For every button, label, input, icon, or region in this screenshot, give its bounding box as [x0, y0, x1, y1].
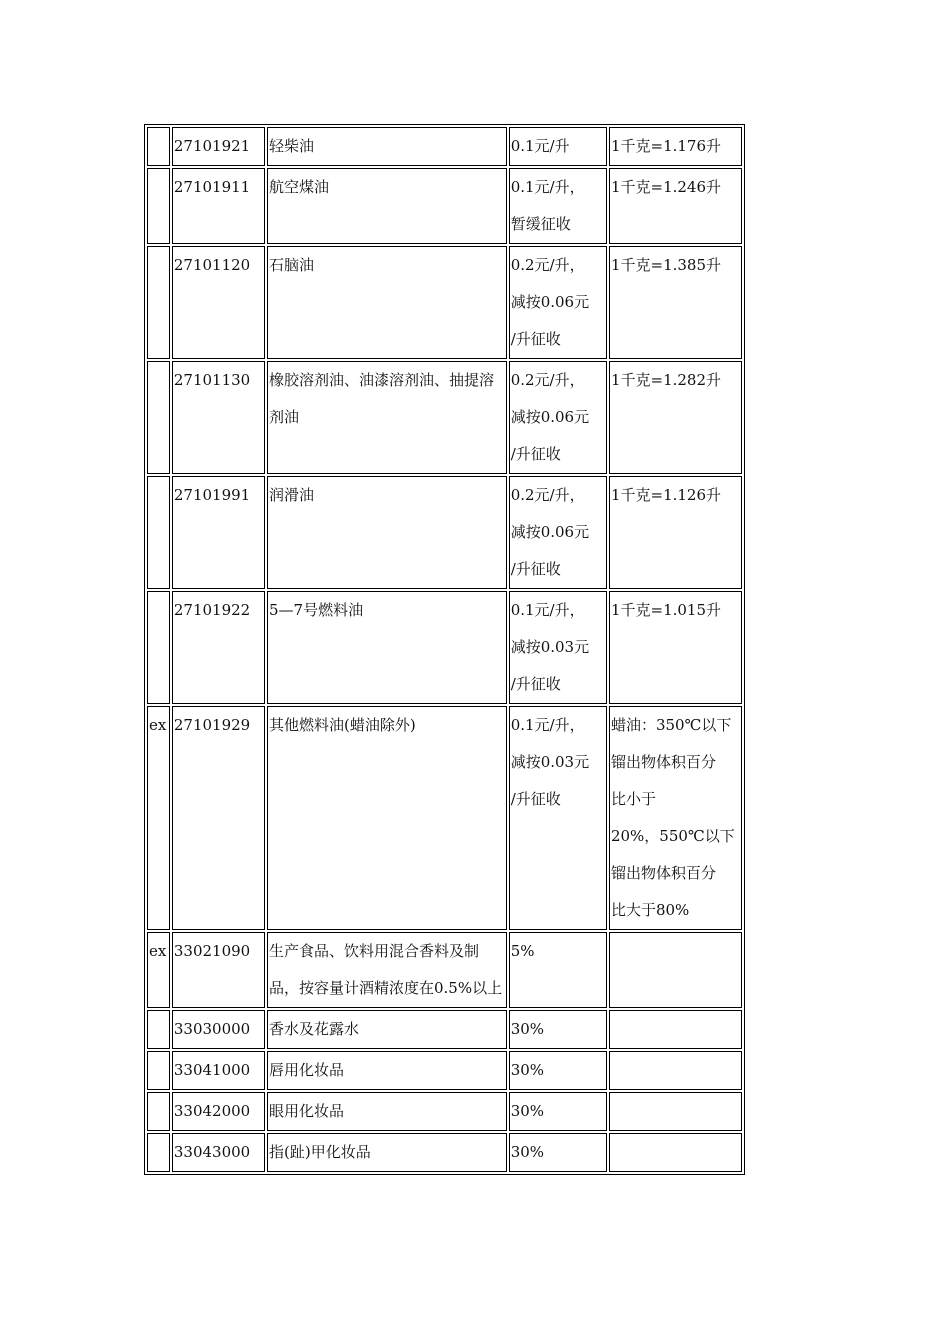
code-cell: 27101991 [172, 476, 265, 589]
name-cell: 其他燃料油(蜡油除外) [267, 706, 507, 930]
note-cell [609, 1010, 742, 1049]
rate-cell: 0.1元/升， 减按0.03元 /升征收 [509, 706, 607, 930]
code-cell: 33041000 [172, 1051, 265, 1090]
table-row [147, 1010, 742, 1049]
name-cell: 轻柴油 [267, 127, 507, 166]
note-cell: 1千克=1.282升 [609, 361, 742, 474]
name-cell: 5—7号燃料油 [267, 591, 507, 704]
table-row [147, 246, 742, 359]
prefix-cell [147, 127, 170, 166]
note-cell: 1千克=1.015升 [609, 591, 742, 704]
note-cell [609, 1092, 742, 1131]
prefix-cell [147, 1133, 170, 1172]
code-cell: 27101911 [172, 168, 265, 244]
prefix-cell: ex [147, 932, 170, 1008]
rate-cell: 0.2元/升， 减按0.06元 /升征收 [509, 361, 607, 474]
table-row [147, 361, 742, 474]
code-cell: 27101120 [172, 246, 265, 359]
rate-cell: 30% [509, 1133, 607, 1172]
prefix-cell [147, 591, 170, 704]
prefix-cell [147, 1092, 170, 1131]
table-row [147, 1051, 742, 1090]
code-cell: 27101929 [172, 706, 265, 930]
rate-cell: 30% [509, 1010, 607, 1049]
rate-cell: 0.1元/升， 暂缓征收 [509, 168, 607, 244]
name-cell: 石脑油 [267, 246, 507, 359]
code-cell: 33043000 [172, 1133, 265, 1172]
code-cell: 27101921 [172, 127, 265, 166]
note-cell: 1千克=1.246升 [609, 168, 742, 244]
note-cell: 1千克=1.126升 [609, 476, 742, 589]
name-cell: 橡胶溶剂油、油漆溶剂油、抽提溶剂油 [267, 361, 507, 474]
rate-cell: 30% [509, 1092, 607, 1131]
rate-cell: 5% [509, 932, 607, 1008]
table-row [147, 1133, 742, 1172]
code-cell: 27101922 [172, 591, 265, 704]
table-row [147, 932, 742, 1008]
code-cell: 33030000 [172, 1010, 265, 1049]
prefix-cell [147, 361, 170, 474]
table-row [147, 706, 742, 930]
table-row [147, 591, 742, 704]
rate-cell: 0.2元/升， 减按0.06元 /升征收 [509, 246, 607, 359]
rate-cell: 0.1元/升 [509, 127, 607, 166]
note-cell: 1千克=1.176升 [609, 127, 742, 166]
name-cell: 指(趾)甲化妆品 [267, 1133, 507, 1172]
rate-cell: 0.1元/升， 减按0.03元 /升征收 [509, 591, 607, 704]
prefix-cell [147, 1051, 170, 1090]
note-cell: 蜡油：350℃以下 镏出物体积百分 比小于 20%，550℃以下 镏出物体积百分 比大于80% [609, 706, 742, 930]
name-cell: 润滑油 [267, 476, 507, 589]
table-row [147, 127, 742, 166]
table-row [147, 168, 742, 244]
code-cell: 33042000 [172, 1092, 265, 1131]
tariff-table [144, 124, 745, 1175]
name-cell: 香水及花露水 [267, 1010, 507, 1049]
prefix-cell [147, 1010, 170, 1049]
code-cell: 27101130 [172, 361, 265, 474]
name-cell: 眼用化妆品 [267, 1092, 507, 1131]
note-cell [609, 1133, 742, 1172]
prefix-cell [147, 246, 170, 359]
code-cell: 33021090 [172, 932, 265, 1008]
note-cell [609, 1051, 742, 1090]
name-cell: 航空煤油 [267, 168, 507, 244]
name-cell: 生产食品、饮料用混合香料及制品，按容量计酒精浓度在0.5%以上 [267, 932, 507, 1008]
table-row [147, 476, 742, 589]
note-cell: 1千克=1.385升 [609, 246, 742, 359]
table-row [147, 1092, 742, 1131]
prefix-cell [147, 476, 170, 589]
prefix-cell: ex [147, 706, 170, 930]
prefix-cell [147, 168, 170, 244]
rate-cell: 0.2元/升， 减按0.06元 /升征收 [509, 476, 607, 589]
rate-cell: 30% [509, 1051, 607, 1090]
name-cell: 唇用化妆品 [267, 1051, 507, 1090]
note-cell [609, 932, 742, 1008]
